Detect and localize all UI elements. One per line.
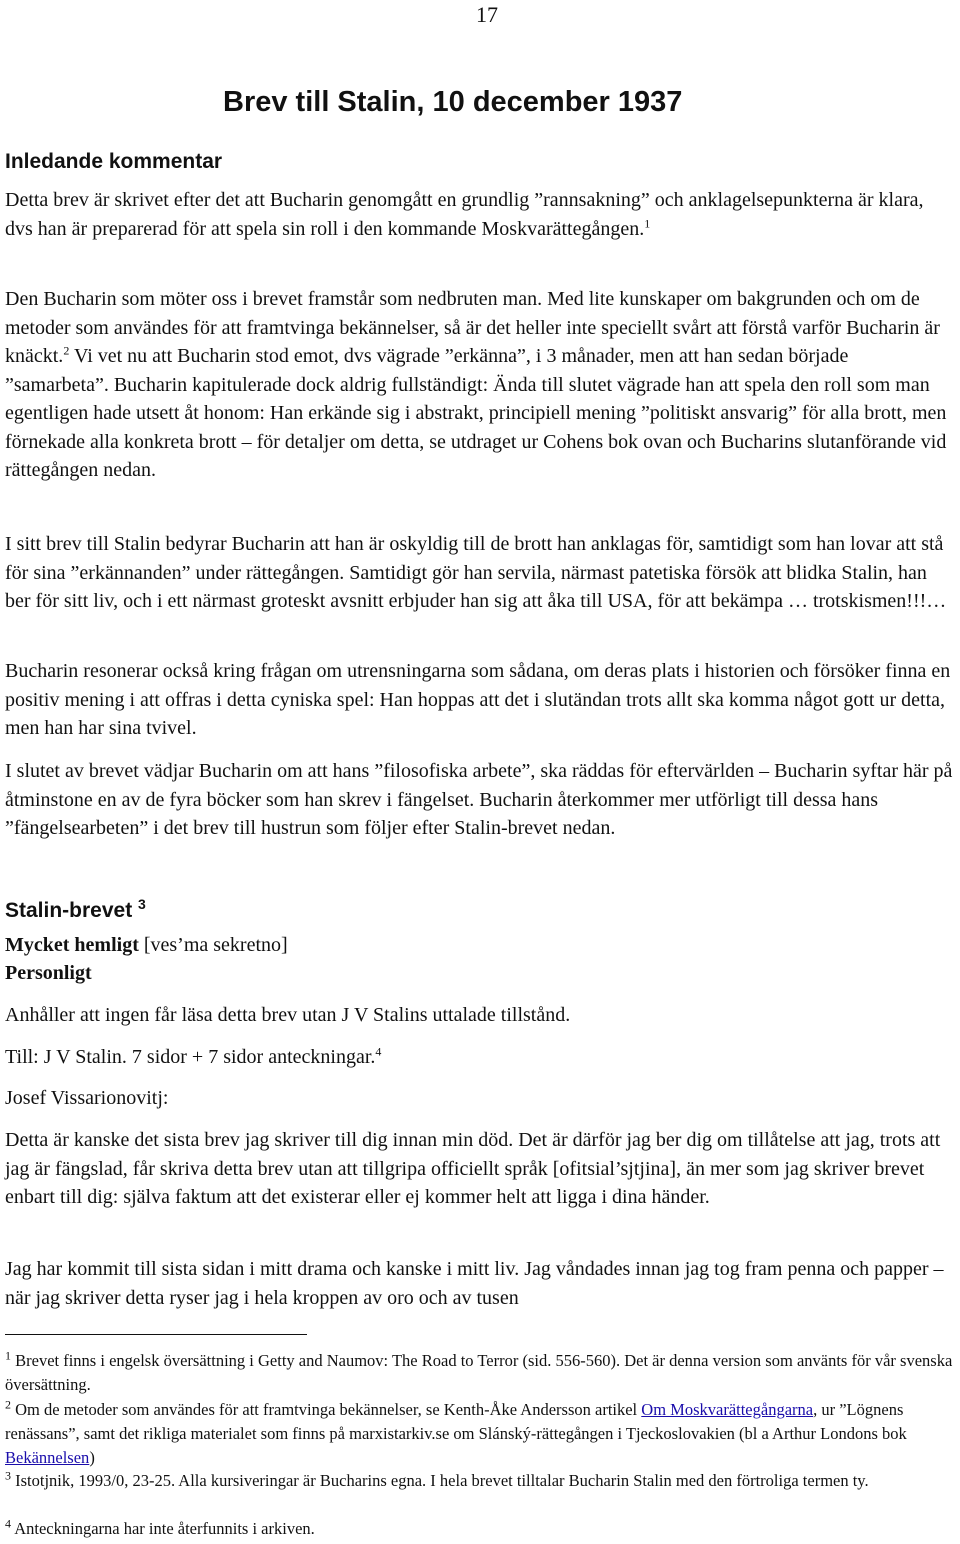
footnote-4 xyxy=(5,1517,953,1541)
footnote-4-number: 4 xyxy=(5,1516,11,1531)
footnote-ref-2[interactable]: 2 xyxy=(63,343,70,358)
intro-paragraph-3: I sitt brev till Stalin bedyrar Bucharin att han är oskyldig till de brott han anklagas för, samtidigt som han lovar att stå för sina ”erkännanden” under rättegången. Samtidigt gör han servila, närmast patetiska försök att blidka Stalin, han ber för sitt liv, och i ett närmast groteskt avsnitt erbjuder han sig att åka till USA, för att bekämpa … trotskismen!!!… xyxy=(5,533,947,612)
footnote-1-number: 1 xyxy=(5,1348,11,1363)
intro-paragraph-2-text-a: Den Bucharin som möter oss i brevet framstår som nedbruten man. Med lite kunskaper om bakgrunden och om de metoder som användes för att framtvinga bekännelser, så är det heller inte speciellt svårt att förstå varför Bucharin är knäckt. xyxy=(5,288,940,367)
intro-paragraph-1 xyxy=(5,186,953,243)
section-heading-stalin-letter-text: Stalin-brevet xyxy=(5,899,133,922)
letter-paragraph-2: Jag har kommit till sista sidan i mitt drama och kanske i mitt liv. Jag våndades innan jag tog fram penna och papper – när jag skriver detta ryser jag i hela kroppen av oro och av tusen xyxy=(5,1258,944,1309)
document-title: Brev till Stalin, 10 december 1937 xyxy=(223,86,683,118)
intro-paragraph-4: Bucharin resonerar också kring frågan om utrensningarna som sådana, om deras plats i historien och försöker finna en positiv mening i att offras i detta cyniska spel: Han hoppas att det i slutändan trots allt ska komma något gott ur detta, men han har sina tvivel. xyxy=(5,660,951,739)
link-om-moskvarattegangarna[interactable]: Om Moskvarättegångarna xyxy=(641,1400,814,1419)
footnote-1 xyxy=(5,1349,953,1397)
classification-label: Mycket hemligt xyxy=(5,934,139,956)
footnote-1-text: Brevet finns i engelsk översättning i Getty and Naumov: The Road to Terror (sid. 556-560). Det är denna version som använts för vår svenska översättning. xyxy=(5,1351,953,1394)
footnote-2-text-b: , ur ”Lögnens renässans”, samt det rikliga materialet som finns på marxistarkiv.se om Slánský-rättegången i Tjeckoslovakien (bl a Arthur Londons bok xyxy=(5,1400,907,1443)
link-bekannelsen[interactable]: Bekännelsen xyxy=(5,1448,90,1467)
classification-line xyxy=(5,931,953,960)
salutation: Josef Vissarionovitj: xyxy=(5,1087,169,1109)
footnote-3 xyxy=(5,1469,953,1493)
section-heading-stalin-letter xyxy=(5,896,146,923)
personal-label: Personligt xyxy=(5,962,92,984)
section-heading-intro: Inledande kommentar xyxy=(5,150,223,173)
footnote-2-text-c: ) xyxy=(89,1448,95,1467)
intro-paragraph-5: I slutet av brevet vädjar Bucharin om att hans ”filosofiska arbete”, ska räddas för eftervärlden – Bucharin syftar här på åtminstone en av de fyra böcker som han skrev i fängelset. Bucharin återkommer mer utförligt till dessa hans ”fängelsearbeten” i det brev till hustrun som följer efter Stalin-brevet nedan. xyxy=(5,760,953,839)
access-request: Anhåller att ingen får läsa detta brev utan J V Stalins uttalade tillstånd. xyxy=(5,1004,571,1026)
footnote-3-text: Istotjnik, 1993/0, 23-25. Alla kursiveringar är Bucharins egna. I hela brevet tilltalar Bucharin Stalin med den förtroliga termen ty. xyxy=(11,1471,869,1490)
footnote-4-text: Anteckningarna har inte återfunnits i arkiven. xyxy=(11,1519,315,1538)
intro-paragraph-2-text-b: Vi vet nu att Bucharin stod emot, dvs vägrade ”erkänna”, i 3 månader, men att han sedan började ”samarbeta”. Bucharin kapitulerade dock aldrig fullständigt: Ända till slutet vägrade han att spela den roll som man egentligen hade utsett åt honom: Han erkände sig i abstrakt, principiell mening ”politiskt ansvarig” för alla brott, men förnekade alla konkreta brott – för detaljer om detta, se utdraget ur Cohens bok ovan och Bucharins slutanförande vid rättegången nedan. xyxy=(5,345,947,481)
footnote-ref-1[interactable]: 1 xyxy=(644,215,651,230)
recipient-line-text: Till: J V Stalin. 7 sidor + 7 sidor anteckningar. xyxy=(5,1046,376,1068)
footnote-2-text-a: Om de metoder som användes för att framtvinga bekännelser, se Kenth-Åke Andersson artikel xyxy=(11,1400,642,1419)
footnote-divider xyxy=(5,1334,307,1335)
page-number: 17 xyxy=(476,2,498,27)
intro-paragraph-2 xyxy=(5,285,953,485)
recipient-line xyxy=(5,1043,953,1072)
footnote-2-number: 2 xyxy=(5,1397,11,1412)
intro-paragraph-1-text: Detta brev är skrivet efter det att Bucharin genomgått en grundlig ”rannsakning” och anklagelsepunkterna är klara, dvs han är preparerad för att spela sin roll i den kommande Moskvarättegången. xyxy=(5,189,924,240)
footnote-3-number: 3 xyxy=(5,1468,11,1483)
letter-paragraph-1: Detta är kanske det sista brev jag skriver till dig innan min död. Det är därför jag ber dig om tillåtelse att jag, trots att jag är fängslad, får skriva detta brev utan att tillgripa officiellt språk [ofitsial’sjtjina], än mer som jag skriver brevet enbart till dig: själva faktum att det existerar eller ej kommer helt att ligga i dina händer. xyxy=(5,1129,941,1208)
footnote-ref-3[interactable]: 3 xyxy=(138,896,146,912)
classification-russian: [ves’ma sekretno] xyxy=(138,934,288,956)
footnote-ref-4[interactable]: 4 xyxy=(375,1044,382,1059)
footnote-2 xyxy=(5,1398,953,1470)
